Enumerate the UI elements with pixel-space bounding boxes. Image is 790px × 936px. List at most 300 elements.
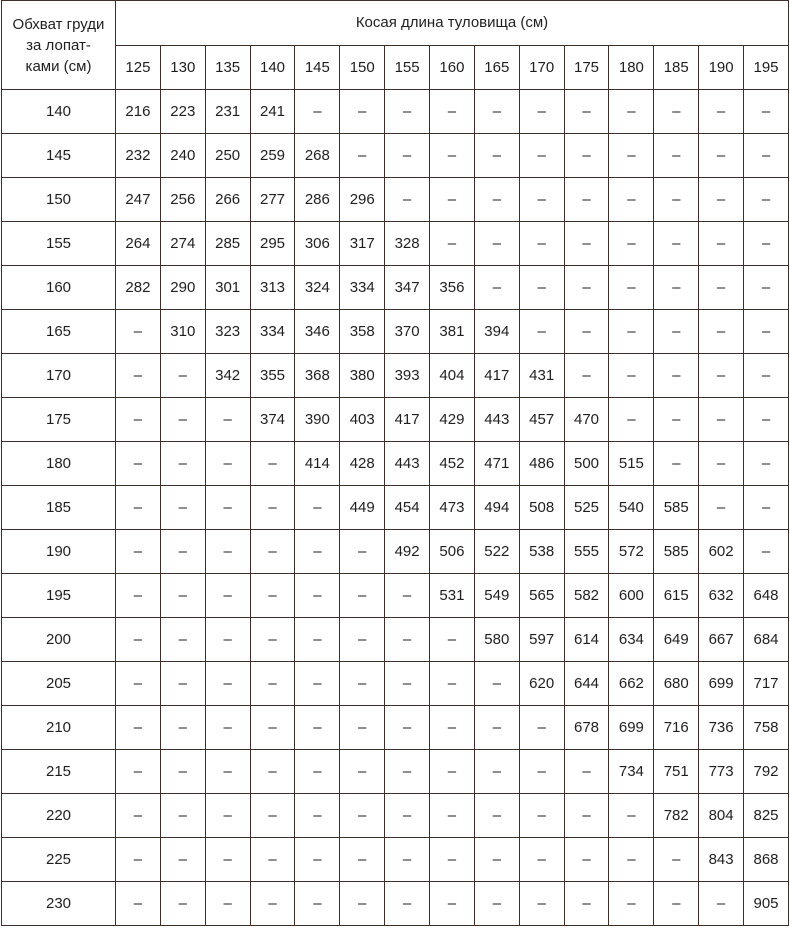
table-cell: 736 — [699, 706, 744, 750]
table-cell: – — [430, 706, 475, 750]
table-cell: – — [519, 838, 564, 882]
table-cell: – — [295, 90, 340, 134]
table-cell: – — [699, 486, 744, 530]
table-cell: – — [340, 706, 385, 750]
table-cell: – — [699, 882, 744, 926]
table-cell: 662 — [609, 662, 654, 706]
table-cell: 632 — [699, 574, 744, 618]
column-header-length: 125 — [116, 45, 161, 90]
table-cell: – — [295, 706, 340, 750]
table-row — [2, 794, 789, 838]
table-cell: 274 — [160, 222, 205, 266]
table-cell: 634 — [609, 618, 654, 662]
row-header-girth: 210 — [2, 706, 116, 750]
table-cell: – — [340, 90, 385, 134]
table-cell: 295 — [250, 222, 295, 266]
table-cell: – — [519, 266, 564, 310]
row-header-girth: 220 — [2, 794, 116, 838]
table-cell: – — [116, 398, 161, 442]
table-cell: – — [609, 354, 654, 398]
table-cell: – — [654, 90, 699, 134]
table-cell: 313 — [250, 266, 295, 310]
table-cell: 328 — [385, 222, 430, 266]
column-header-length: 180 — [609, 45, 654, 90]
table-cell: – — [519, 794, 564, 838]
table-cell: 522 — [474, 530, 519, 574]
table-cell: – — [699, 222, 744, 266]
table-cell: 394 — [474, 310, 519, 354]
table-row — [2, 574, 789, 618]
table-cell: – — [564, 134, 609, 178]
table-cell: 454 — [385, 486, 430, 530]
table-cell: 286 — [295, 178, 340, 222]
table-cell: – — [160, 662, 205, 706]
table-cell: – — [205, 706, 250, 750]
table-cell: – — [744, 134, 789, 178]
table-cell: 600 — [609, 574, 654, 618]
table-cell: – — [519, 310, 564, 354]
table-cell: – — [250, 882, 295, 926]
corner-line: Обхват груди — [12, 15, 105, 33]
table-cell: 452 — [430, 442, 475, 486]
table-cell: – — [250, 750, 295, 794]
table-cell: 773 — [699, 750, 744, 794]
table-cell: – — [474, 882, 519, 926]
table-cell: 758 — [744, 706, 789, 750]
table-cell: – — [385, 618, 430, 662]
column-header-length: 145 — [295, 45, 340, 90]
table-cell: – — [295, 618, 340, 662]
row-header-girth: 200 — [2, 618, 116, 662]
column-header-length: 170 — [519, 45, 564, 90]
table-row — [2, 530, 789, 574]
table-cell: – — [160, 574, 205, 618]
table-cell: 380 — [340, 354, 385, 398]
table-cell: – — [116, 486, 161, 530]
column-header-length: 185 — [654, 45, 699, 90]
column-header-length: 195 — [744, 45, 789, 90]
table-cell: 342 — [205, 354, 250, 398]
table-cell: 317 — [340, 222, 385, 266]
table-cell: 792 — [744, 750, 789, 794]
table-cell: 620 — [519, 662, 564, 706]
table-cell: 843 — [699, 838, 744, 882]
table-cell: – — [564, 354, 609, 398]
column-header-length: 130 — [160, 45, 205, 90]
table-row — [2, 266, 789, 310]
table-cell: 470 — [564, 398, 609, 442]
row-header-girth: 185 — [2, 486, 116, 530]
table-cell: – — [340, 574, 385, 618]
table-cell: – — [205, 882, 250, 926]
table-cell: – — [744, 486, 789, 530]
table-cell: 347 — [385, 266, 430, 310]
table-cell: – — [116, 882, 161, 926]
row-header-girth: 150 — [2, 178, 116, 222]
table-cell: – — [116, 706, 161, 750]
table-cell: – — [744, 530, 789, 574]
column-header-length: 155 — [385, 45, 430, 90]
table-cell: 614 — [564, 618, 609, 662]
corner-line: за лопат- — [26, 36, 91, 54]
table-cell: – — [430, 794, 475, 838]
table-row — [2, 706, 789, 750]
table-cell: – — [160, 354, 205, 398]
row-header-girth: 205 — [2, 662, 116, 706]
table-cell: 428 — [340, 442, 385, 486]
table-cell: – — [474, 750, 519, 794]
table-cell: 804 — [699, 794, 744, 838]
table-row — [2, 618, 789, 662]
table-cell: 506 — [430, 530, 475, 574]
table-cell: – — [116, 310, 161, 354]
table-cell: 868 — [744, 838, 789, 882]
table-row — [2, 750, 789, 794]
table-cell: – — [519, 178, 564, 222]
table-cell: – — [474, 134, 519, 178]
table-cell: – — [385, 706, 430, 750]
table-cell: – — [654, 178, 699, 222]
table-cell: 540 — [609, 486, 654, 530]
table-cell: 334 — [340, 266, 385, 310]
table-cell: – — [385, 134, 430, 178]
table-cell: 223 — [160, 90, 205, 134]
table-cell: – — [295, 662, 340, 706]
table-cell: – — [430, 134, 475, 178]
table-cell: 310 — [160, 310, 205, 354]
table-cell: – — [699, 134, 744, 178]
row-header-girth: 145 — [2, 134, 116, 178]
table-cell: 429 — [430, 398, 475, 442]
table-cell: – — [699, 178, 744, 222]
row-header-girth: 190 — [2, 530, 116, 574]
table-cell: – — [564, 794, 609, 838]
table-cell: – — [430, 882, 475, 926]
table-cell: – — [205, 794, 250, 838]
table-cell: – — [295, 838, 340, 882]
row-header-girth: 215 — [2, 750, 116, 794]
table-cell: – — [474, 794, 519, 838]
table-cell: 486 — [519, 442, 564, 486]
table-cell: – — [654, 398, 699, 442]
table-cell: – — [160, 794, 205, 838]
table-cell: – — [654, 354, 699, 398]
table-cell: 525 — [564, 486, 609, 530]
row-header-girth: 140 — [2, 90, 116, 134]
table-cell: – — [564, 90, 609, 134]
table-cell: 256 — [160, 178, 205, 222]
table-cell: – — [385, 838, 430, 882]
table-cell: 549 — [474, 574, 519, 618]
table-cell: 417 — [385, 398, 430, 442]
header-row-group — [2, 1, 789, 46]
table-cell: – — [116, 618, 161, 662]
table-cell: – — [160, 838, 205, 882]
table-cell: 306 — [295, 222, 340, 266]
table-cell: 680 — [654, 662, 699, 706]
table-cell: – — [250, 662, 295, 706]
table-cell: – — [609, 222, 654, 266]
row-header-girth: 160 — [2, 266, 116, 310]
table-cell: – — [385, 794, 430, 838]
table-cell: 678 — [564, 706, 609, 750]
table-cell: – — [609, 398, 654, 442]
table-cell: – — [116, 530, 161, 574]
table-cell: 268 — [295, 134, 340, 178]
table-cell: 264 — [116, 222, 161, 266]
table-cell: 538 — [519, 530, 564, 574]
table-cell: 449 — [340, 486, 385, 530]
table-cell: – — [564, 882, 609, 926]
table-cell: – — [295, 530, 340, 574]
table-cell: – — [609, 266, 654, 310]
table-cell: – — [654, 882, 699, 926]
column-header-length: 140 — [250, 45, 295, 90]
table-cell: – — [295, 882, 340, 926]
table-cell: – — [116, 794, 161, 838]
table-cell: – — [116, 750, 161, 794]
table-cell: – — [430, 178, 475, 222]
table-cell: – — [205, 530, 250, 574]
weight-table — [1, 0, 789, 926]
table-cell: 531 — [430, 574, 475, 618]
table-row — [2, 486, 789, 530]
table-cell: – — [250, 706, 295, 750]
table-row — [2, 354, 789, 398]
table-cell: – — [116, 574, 161, 618]
column-header-length: 165 — [474, 45, 519, 90]
table-cell: – — [160, 882, 205, 926]
table-cell: 390 — [295, 398, 340, 442]
table-cell: – — [160, 398, 205, 442]
table-cell: – — [699, 90, 744, 134]
table-row — [2, 398, 789, 442]
table-cell: 324 — [295, 266, 340, 310]
table-cell: – — [205, 486, 250, 530]
table-cell: 290 — [160, 266, 205, 310]
table-cell: – — [474, 222, 519, 266]
table-cell: – — [116, 442, 161, 486]
table-cell: – — [340, 530, 385, 574]
group-header-length: Косая длина туловища (см) — [116, 1, 789, 46]
table-cell: – — [564, 222, 609, 266]
table-cell: – — [340, 750, 385, 794]
table-cell: 582 — [564, 574, 609, 618]
table-cell: – — [430, 222, 475, 266]
table-cell: – — [430, 838, 475, 882]
row-header-girth: 225 — [2, 838, 116, 882]
table-cell: – — [430, 662, 475, 706]
table-cell: 716 — [654, 706, 699, 750]
table-cell: – — [474, 266, 519, 310]
table-cell: – — [160, 486, 205, 530]
table-cell: 370 — [385, 310, 430, 354]
table-cell: – — [430, 90, 475, 134]
table-cell: 232 — [116, 134, 161, 178]
table-cell: – — [295, 750, 340, 794]
table-cell: 684 — [744, 618, 789, 662]
table-cell: 782 — [654, 794, 699, 838]
table-cell: 301 — [205, 266, 250, 310]
table-cell: – — [116, 662, 161, 706]
table-cell: 825 — [744, 794, 789, 838]
table-cell: – — [564, 838, 609, 882]
table-cell: 585 — [654, 486, 699, 530]
table-cell: – — [744, 266, 789, 310]
table-cell: – — [654, 266, 699, 310]
table-cell: 515 — [609, 442, 654, 486]
table-cell: 355 — [250, 354, 295, 398]
table-cell: – — [519, 134, 564, 178]
table-cell: – — [385, 662, 430, 706]
table-cell: – — [385, 574, 430, 618]
table-cell: – — [609, 838, 654, 882]
table-cell: 494 — [474, 486, 519, 530]
table-cell: – — [340, 882, 385, 926]
corner-header-girth — [2, 1, 116, 90]
table-cell: 431 — [519, 354, 564, 398]
table-cell: – — [340, 794, 385, 838]
table-cell: – — [519, 90, 564, 134]
table-cell: 492 — [385, 530, 430, 574]
row-header-girth: 195 — [2, 574, 116, 618]
table-cell: – — [250, 618, 295, 662]
table-cell: – — [250, 838, 295, 882]
table-cell: – — [385, 882, 430, 926]
table-cell: 374 — [250, 398, 295, 442]
table-cell: – — [295, 574, 340, 618]
table-cell: 443 — [385, 442, 430, 486]
table-cell: – — [385, 178, 430, 222]
table-cell: 414 — [295, 442, 340, 486]
table-cell: 266 — [205, 178, 250, 222]
table-cell: – — [744, 178, 789, 222]
table-cell: – — [250, 794, 295, 838]
table-cell: 648 — [744, 574, 789, 618]
table-cell: 555 — [564, 530, 609, 574]
table-cell: – — [430, 750, 475, 794]
row-header-girth: 230 — [2, 882, 116, 926]
table-cell: – — [160, 618, 205, 662]
table-cell: 699 — [699, 662, 744, 706]
table-cell: – — [205, 662, 250, 706]
table-cell: 508 — [519, 486, 564, 530]
table-cell: 334 — [250, 310, 295, 354]
table-cell: – — [340, 618, 385, 662]
table-cell: – — [609, 178, 654, 222]
table-cell: 699 — [609, 706, 654, 750]
table-cell: – — [474, 178, 519, 222]
table-cell: 358 — [340, 310, 385, 354]
header-row-columns — [2, 45, 789, 90]
table-cell: 368 — [295, 354, 340, 398]
table-cell: 649 — [654, 618, 699, 662]
table-cell: 403 — [340, 398, 385, 442]
table-cell: – — [385, 90, 430, 134]
table-cell: – — [385, 750, 430, 794]
table-cell: 247 — [116, 178, 161, 222]
table-row — [2, 882, 789, 926]
table-cell: – — [295, 486, 340, 530]
table-cell: – — [340, 838, 385, 882]
table-cell: – — [205, 838, 250, 882]
table-cell: – — [744, 442, 789, 486]
table-cell: – — [205, 442, 250, 486]
table-cell: 734 — [609, 750, 654, 794]
table-cell: – — [250, 574, 295, 618]
table-cell: – — [160, 706, 205, 750]
table-cell: 473 — [430, 486, 475, 530]
row-header-girth: 175 — [2, 398, 116, 442]
table-cell: – — [654, 222, 699, 266]
table-cell: 282 — [116, 266, 161, 310]
table-cell: – — [519, 222, 564, 266]
table-cell: 259 — [250, 134, 295, 178]
table-cell: – — [654, 134, 699, 178]
table-row — [2, 178, 789, 222]
row-header-girth: 180 — [2, 442, 116, 486]
column-header-length: 190 — [699, 45, 744, 90]
table-cell: – — [609, 310, 654, 354]
table-cell: 500 — [564, 442, 609, 486]
table-cell: – — [654, 310, 699, 354]
table-cell: – — [609, 882, 654, 926]
table-cell: – — [654, 838, 699, 882]
corner-line: ками (см) — [25, 57, 92, 75]
table-cell: 580 — [474, 618, 519, 662]
table-cell: 393 — [385, 354, 430, 398]
row-header-girth: 165 — [2, 310, 116, 354]
table-cell: – — [744, 90, 789, 134]
table-cell: – — [340, 662, 385, 706]
table-header — [2, 1, 789, 90]
table-cell: – — [205, 618, 250, 662]
table-cell: 277 — [250, 178, 295, 222]
table-cell: – — [250, 486, 295, 530]
table-cell: 443 — [474, 398, 519, 442]
table-cell: – — [699, 398, 744, 442]
table-cell: – — [250, 530, 295, 574]
table-cell: 751 — [654, 750, 699, 794]
table-cell: 667 — [699, 618, 744, 662]
table-cell: 285 — [205, 222, 250, 266]
table-cell: – — [160, 750, 205, 794]
table-cell: – — [205, 750, 250, 794]
table-cell: 602 — [699, 530, 744, 574]
column-header-length: 135 — [205, 45, 250, 90]
table-cell: 356 — [430, 266, 475, 310]
table-cell: 572 — [609, 530, 654, 574]
table-cell: – — [474, 90, 519, 134]
table-cell: – — [160, 530, 205, 574]
table-cell: – — [474, 662, 519, 706]
table-cell: 323 — [205, 310, 250, 354]
table-cell: 471 — [474, 442, 519, 486]
table-cell: – — [295, 794, 340, 838]
table-cell: – — [564, 266, 609, 310]
table-row — [2, 838, 789, 882]
table-cell: – — [519, 706, 564, 750]
table-cell: – — [160, 442, 205, 486]
table-cell: – — [205, 574, 250, 618]
table-cell: – — [654, 442, 699, 486]
table-cell: – — [699, 442, 744, 486]
table-cell: 381 — [430, 310, 475, 354]
table-cell: – — [519, 750, 564, 794]
table-cell: – — [116, 838, 161, 882]
table-cell: – — [699, 266, 744, 310]
table-row — [2, 222, 789, 266]
